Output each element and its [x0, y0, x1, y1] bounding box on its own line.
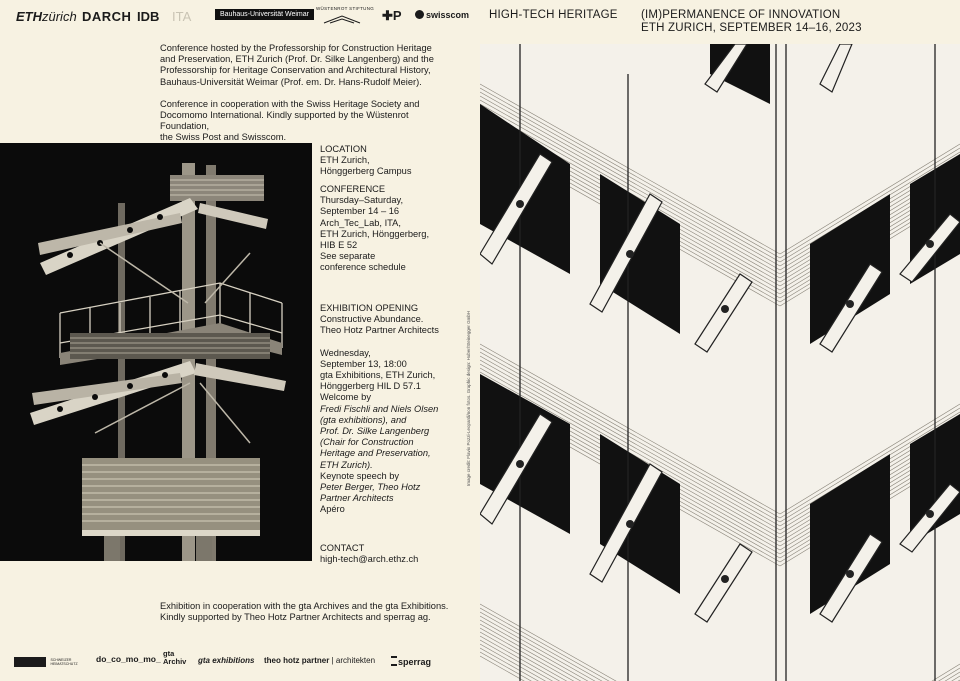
exhibition-line: Keynote speech by	[320, 470, 400, 481]
theo-hotz-text: theo hotz partner	[264, 656, 330, 665]
conference-line: Thursday–Saturday,	[320, 195, 404, 206]
intro-text	[160, 43, 460, 144]
exhibition-italic-line: Peter Berger, Theo Hotz	[320, 482, 421, 493]
ita-logo: ITA	[172, 9, 192, 24]
intro-p2-line: Conference in cooperation with the Swiss Heritage Society and	[160, 98, 420, 109]
exhibition-italic-line: (gta exhibitions), and	[320, 414, 407, 425]
docomomo-logo: do_co_mo_mo_	[96, 654, 161, 664]
conference-line: conference schedule	[320, 262, 406, 273]
darch-logo: DARCH	[82, 9, 132, 24]
architectural-drawing	[480, 44, 960, 681]
idb-logo: IDB	[137, 9, 160, 24]
right-title-line-1: (IM)PERMANENCE OF INNOVATION	[641, 9, 841, 21]
conference-line: See separate	[320, 251, 376, 262]
exhibition-line: September 13, 18:00	[320, 358, 407, 369]
contact-email[interactable]: high-tech@arch.ethz.ch	[320, 554, 419, 565]
heimatschutz-logo	[14, 653, 80, 671]
wuestenrot-logo	[316, 6, 375, 29]
image-credit: Image credit: Flavio Pozzi-Leopardi/non fotos. Graphic design: Huber/Steinegger GmbH	[466, 310, 471, 486]
gta-archiv-line-1: gta	[163, 649, 175, 658]
intro-p1-line: and Preservation, ETH Zurich (Prof. Dr. Silke Langenberg) and the	[160, 54, 434, 65]
sperrag-logo	[391, 656, 431, 667]
wuestenrot-emblem-icon	[322, 14, 362, 24]
exhibition-block	[320, 303, 470, 516]
heimatschutz-mark-icon	[14, 657, 46, 667]
conference-label: CONFERENCE	[320, 184, 386, 194]
contact-block	[320, 543, 470, 565]
footer-line: Exhibition in cooperation with the gta Archives and the gta Exhibitions.	[160, 601, 449, 611]
exhibition-line: Wednesday,	[320, 347, 371, 358]
gta-archiv-logo	[163, 650, 186, 666]
swisscom-logo	[415, 10, 469, 20]
exhibition-label: EXHIBITION OPENING	[320, 303, 419, 313]
footer-text	[160, 601, 470, 623]
right-title-line-2: ETH ZURICH, SEPTEMBER 14–16, 2023	[641, 22, 862, 34]
footer-line: Kindly supported by Theo Hotz Partner Architects and sperrag ag.	[160, 612, 431, 623]
heimatschutz-text: SCHWEIZER HEIMATSCHUTZ	[50, 657, 78, 666]
exhibition-italic-line: Prof. Dr. Silke Langenberg	[320, 426, 430, 437]
sperrag-text: sperrag	[398, 657, 432, 667]
conference-line: Arch_Tec_Lab, ITA,	[320, 217, 401, 228]
exhibition-italic-line: (Chair for Construction	[320, 437, 414, 448]
intro-p2-line: the Swiss Post and Swisscom.	[160, 132, 287, 143]
location-block	[320, 144, 470, 178]
conference-line: September 14 – 16	[320, 206, 400, 217]
exhibition-italic-line: ETH Zurich).	[320, 459, 373, 470]
exhibition-italic-line: Fredi Fischli and Niels Olsen	[320, 403, 439, 414]
swisscom-mark-icon	[415, 10, 424, 19]
left-title: HIGH-TECH HERITAGE	[489, 9, 618, 21]
eth-zurich-logo	[16, 9, 77, 24]
gta-archiv-line-2: Archiv	[163, 657, 187, 666]
sperrag-mark-icon	[391, 656, 397, 666]
intro-p1-line: Professorship for Heritage Conservation and Architectural History,	[160, 65, 431, 76]
contact-label: CONTACT	[320, 543, 365, 553]
swisscom-text: swisscom	[426, 10, 470, 20]
exhibition-line: Apéro	[320, 504, 345, 515]
conference-block	[320, 184, 470, 274]
location-line: Hönggerberg Campus	[320, 166, 412, 177]
wuestenrot-logo-text: WÜSTENROT STIFTUNG	[316, 6, 375, 11]
exhibition-line: Constructive Abundance.	[320, 314, 424, 325]
tower-photo-image	[0, 143, 312, 561]
eth-logo-mark: ETH	[16, 9, 42, 24]
conference-line: HIB E 52	[320, 240, 358, 251]
exhibition-line: Theo Hotz Partner Architects	[320, 325, 439, 336]
facade-drawing-image	[480, 44, 960, 681]
exhibition-line: gta Exhibitions, ETH Zurich,	[320, 370, 436, 381]
exhibition-italic-line: Partner Architects	[320, 493, 394, 504]
bauhaus-logo: Bauhaus-Universität Weimar	[215, 9, 314, 20]
architekten-text: | architekten	[331, 656, 376, 665]
exhibition-italic-line: Heritage and Preservation,	[320, 448, 431, 459]
conference-line: ETH Zurich, Hönggerberg,	[320, 228, 430, 239]
right-title	[641, 9, 862, 35]
swiss-post-logo: ✚P	[382, 8, 402, 23]
theo-hotz-logo	[264, 656, 375, 665]
exhibition-line: Hönggerberg HIL D 57.1	[320, 381, 421, 392]
eth-logo-suffix: zürich	[42, 9, 77, 24]
intro-p1-line: Bauhaus-Universität Weimar (Prof. em. Dr. Hans-Rudolf Meier).	[160, 76, 422, 87]
gta-exhibitions-logo: gta exhibitions	[198, 656, 255, 665]
exhibition-line: Welcome by	[320, 392, 371, 403]
tower-photo	[0, 143, 312, 561]
location-label: LOCATION	[320, 144, 367, 154]
intro-p2-line: Docomomo International. Kindly supported by the Wüstenrot Foundation,	[160, 110, 409, 132]
intro-p1-line: Conference hosted by the Professorship for Construction Heritage	[160, 43, 432, 53]
location-line: ETH Zurich,	[320, 155, 370, 166]
